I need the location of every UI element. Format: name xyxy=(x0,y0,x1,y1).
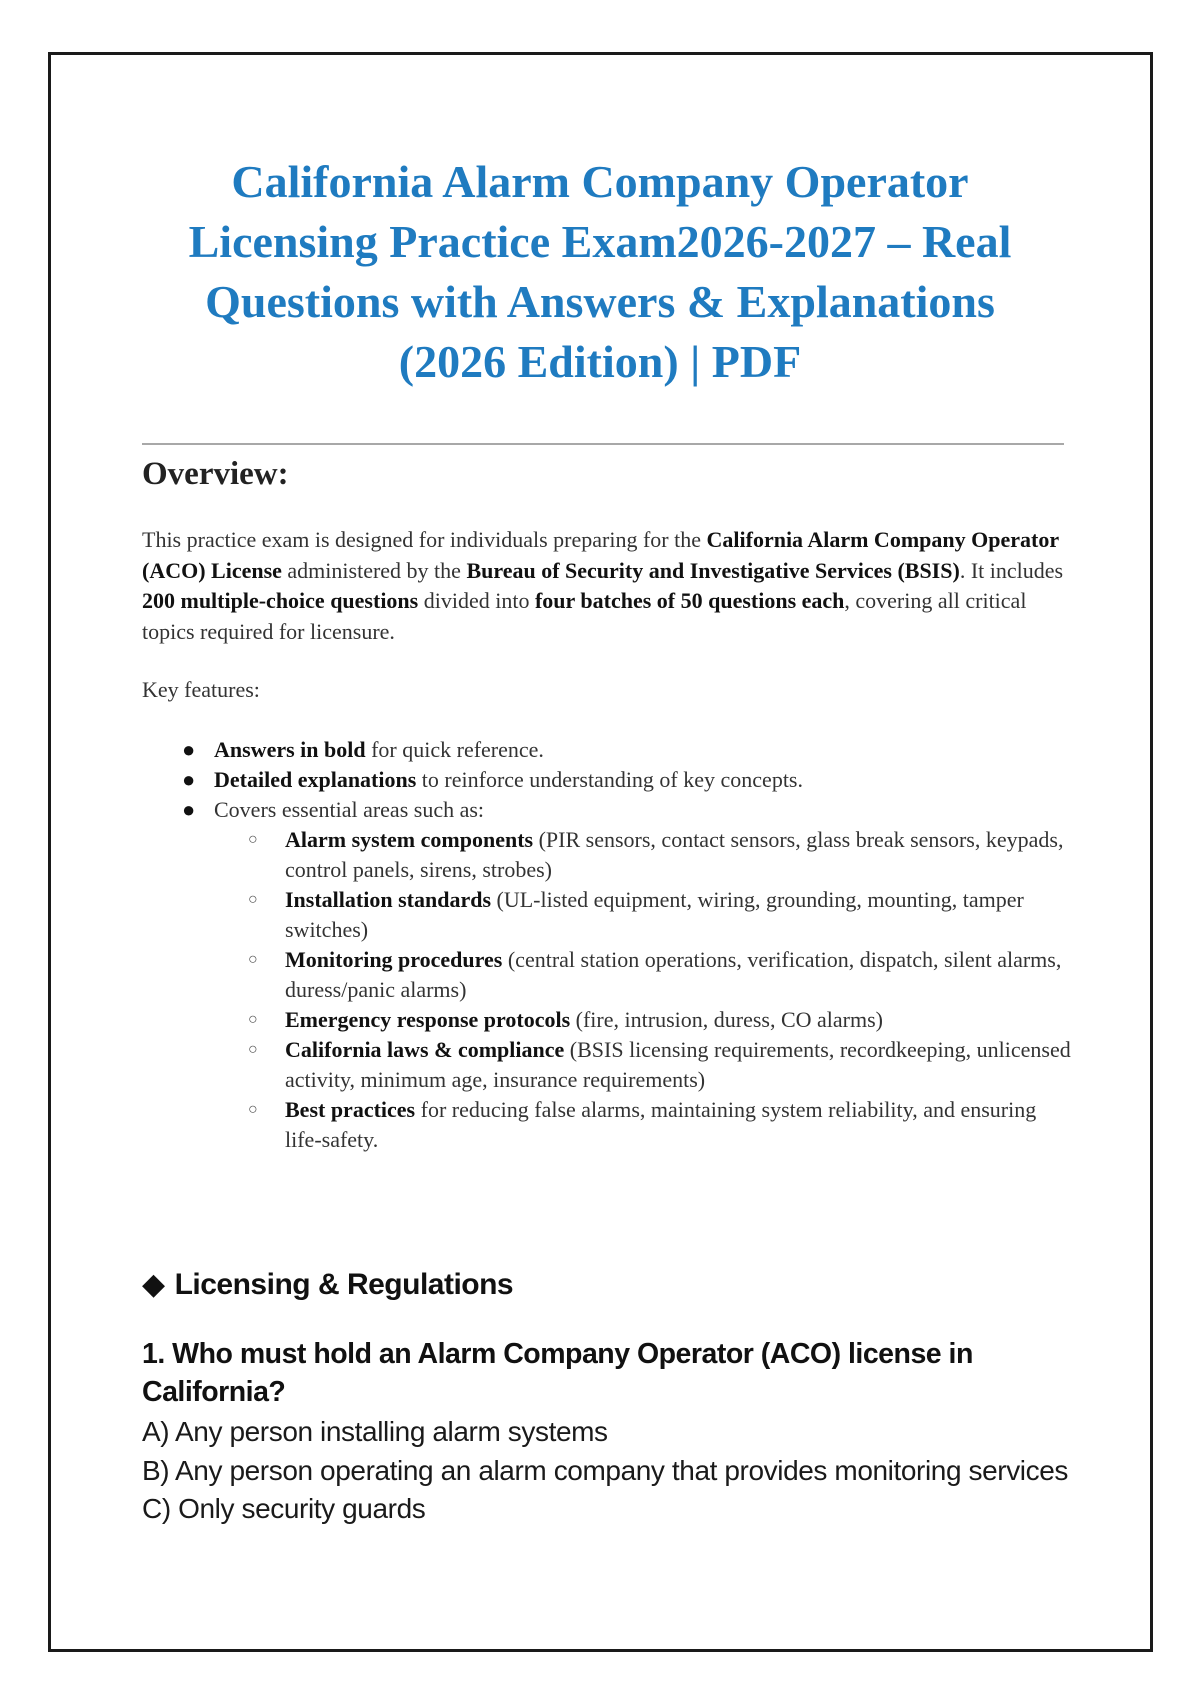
answer-option: C) Only security guards xyxy=(142,1493,426,1524)
overview-heading: Overview: xyxy=(142,456,289,492)
bullet-circle-icon: ○ xyxy=(248,1101,258,1118)
sub-list xyxy=(214,825,1072,1155)
sub-list-item xyxy=(214,825,1072,885)
key-features-list xyxy=(142,735,1072,1155)
bullet-circle-icon: ○ xyxy=(248,951,258,968)
title-line: California Alarm Company Operator xyxy=(231,156,969,207)
intro-text: . It includes xyxy=(959,557,1064,583)
list-item-text: for quick reference. xyxy=(365,737,544,762)
bullet-dot-icon: ● xyxy=(182,767,196,792)
bullet-circle-icon: ○ xyxy=(248,891,258,908)
sub-list-item xyxy=(214,1035,1072,1095)
sub-item-text: (fire, intrusion, duress, CO alarms) xyxy=(570,1007,883,1032)
list-item xyxy=(142,735,1072,765)
list-item-text: to reinforce understanding of key concepts. xyxy=(416,767,803,792)
sub-item-text: (UL-listed equipment, wiring, grounding, mounting, tamper switches) xyxy=(285,887,1024,942)
intro-text: This practice exam is designed for individuals preparing for the xyxy=(142,527,707,552)
intro-text: administered by the xyxy=(281,557,467,583)
overview-intro-paragraph xyxy=(142,525,1072,647)
sub-item-text: for reducing false alarms, maintaining system reliability, and ensuring life-safety. xyxy=(285,1097,1037,1152)
sub-item-text: (PIR sensors, contact sensors, glass break sensors, keypads, control panels, sirens, strobes) xyxy=(285,827,1064,882)
answer-option: B) Any person operating an alarm company that provides monitoring services xyxy=(142,1454,1068,1486)
horizontal-divider xyxy=(142,443,1064,445)
list-item-text: Covers essential areas such as: xyxy=(214,797,485,822)
answer-options xyxy=(142,1413,1072,1529)
title-line: (2026 Edition) | PDF xyxy=(398,336,802,387)
question-text: 1. Who must hold an Alarm Company Operator (ACO) license in California? xyxy=(142,1338,973,1408)
sub-item-bold: Monitoring procedures xyxy=(285,947,503,972)
title-line: Licensing Practice Exam2026-2027 – Real xyxy=(188,216,1012,267)
intro-bold-text: 200 multiple-choice questions xyxy=(142,588,419,613)
intro-bold-text: Bureau of Security and Investigative Services (BSIS) xyxy=(466,557,960,583)
list-item xyxy=(142,765,1072,795)
list-item-bold: Detailed explanations xyxy=(214,767,417,792)
sub-list-item xyxy=(214,945,1072,1005)
sub-list-item xyxy=(214,1005,1072,1035)
sub-item-bold: Best practices xyxy=(285,1097,416,1122)
sub-list-item xyxy=(214,1095,1072,1155)
title-line: Questions with Answers & Explanations xyxy=(205,276,995,327)
bullet-circle-icon: ○ xyxy=(248,1011,258,1028)
intro-bold-text: California Alarm Company Operator (ACO) License xyxy=(142,527,1059,583)
bullet-dot-icon: ● xyxy=(182,737,196,762)
intro-bold-text: four batches of 50 questions each xyxy=(534,588,845,613)
bullet-circle-icon: ○ xyxy=(248,1041,258,1058)
diamond-icon: ◆ xyxy=(142,1268,165,1301)
sub-item-bold: Alarm system components xyxy=(285,827,534,852)
sub-item-bold: Emergency response protocols xyxy=(285,1007,571,1032)
sub-item-text: (BSIS licensing requirements, recordkeeping, unlicensed activity, minimum age, insurance requirements) xyxy=(285,1037,1071,1092)
list-item xyxy=(142,795,1072,1155)
sub-list-item xyxy=(214,885,1072,945)
list-item-bold: Answers in bold xyxy=(214,737,366,762)
bullet-circle-icon: ○ xyxy=(248,831,258,848)
document-title xyxy=(130,152,1070,392)
answer-option: A) Any person installing alarm systems xyxy=(142,1416,608,1447)
bullet-dot-icon: ● xyxy=(182,797,196,822)
intro-text: divided into xyxy=(418,588,535,613)
section-heading-text: Licensing & Regulations xyxy=(174,1268,514,1301)
section-heading xyxy=(142,1265,513,1305)
sub-item-bold: California laws & compliance xyxy=(285,1037,565,1062)
sub-item-text: (central station operations, verification, dispatch, silent alarms, duress/panic alarms) xyxy=(285,947,1062,1002)
sub-item-bold: Installation standards xyxy=(285,887,492,912)
key-features-label: Key features: xyxy=(142,677,260,702)
intro-text: , covering all critical topics required for licensure. xyxy=(142,588,1027,644)
